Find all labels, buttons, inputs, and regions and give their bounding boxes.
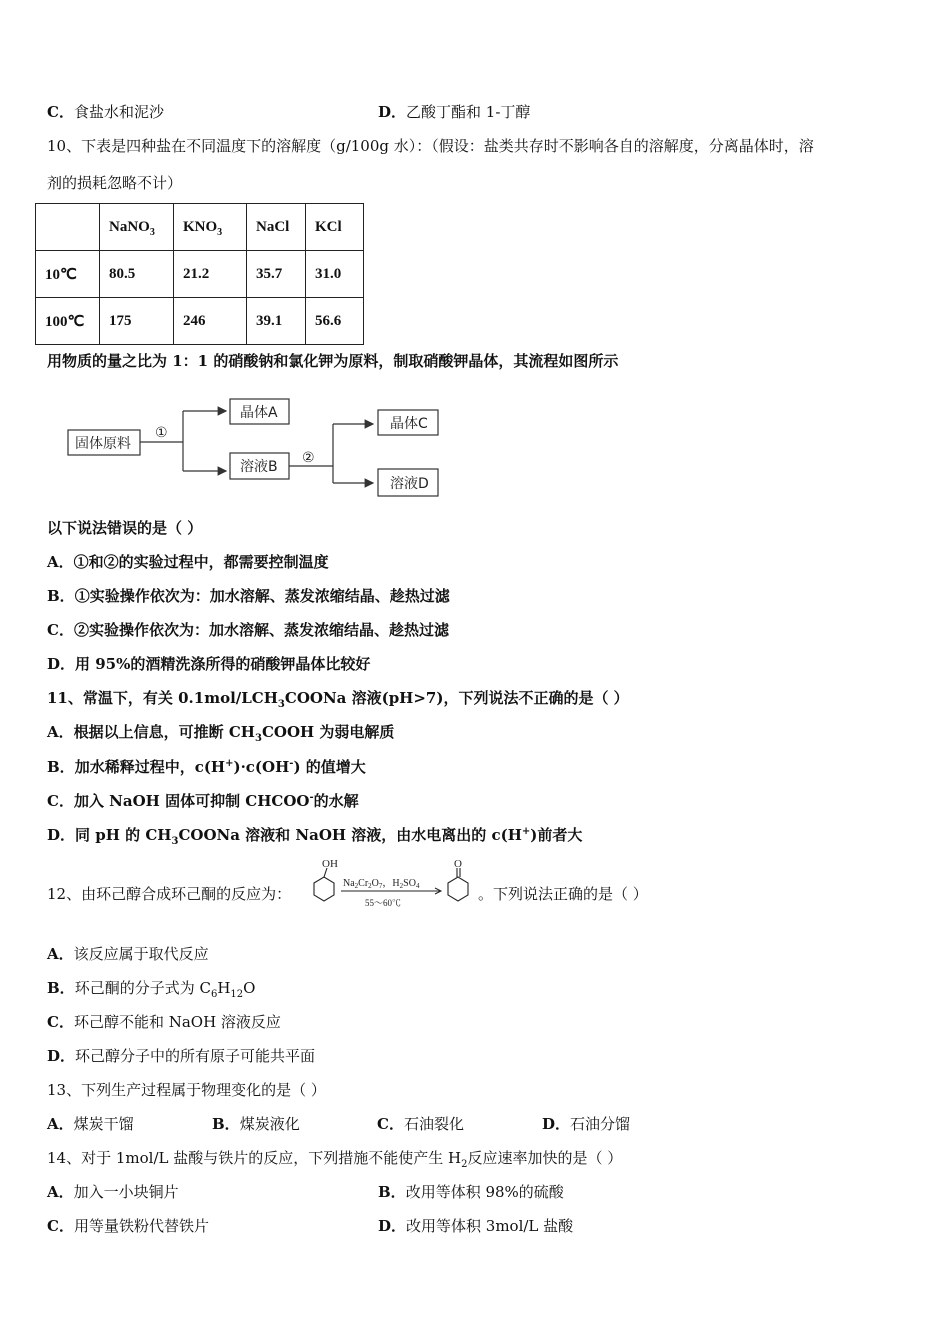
q12-stem-part1: 12、由环己醇合成环己酮的反应为： <box>47 885 292 903</box>
table-header-row <box>36 204 364 251</box>
solution-d-label: 溶液D <box>390 476 429 492</box>
table-cell: 56.6 <box>306 298 364 345</box>
q13-option-d: D．石油分馏 <box>542 1115 631 1133</box>
q10-intro: 用物质的量之比为 1：1 的硝酸钠和氯化钾为原料，制取硝酸钾晶体，其流程如图所示 <box>47 352 619 370</box>
table-cell: 175 <box>100 298 174 345</box>
table-header-cell: $KNO_3$ <box>174 204 247 251</box>
table-cell: 10℃ <box>36 251 100 298</box>
process-flow-diagram <box>60 392 460 502</box>
q10-question: 以下说法错误的是（ ） <box>47 519 203 537</box>
table-header-cell: NaNO$_3$ <box>100 204 174 251</box>
table-cell: 35.7 <box>247 251 306 298</box>
q11-option-d: D．同 pH 的 $CH_3COONa$ 溶液和 NaOH 溶液，由水电离出的 c(H+)前者大 <box>47 826 583 847</box>
q12-option-d: D．环己醇分子中的所有原子可能共平面 <box>47 1047 316 1065</box>
table-cell: 39.1 <box>247 298 306 345</box>
solution-b-label: 溶液B <box>240 459 278 475</box>
q12-option-c: C．环己醇不能和 NaOH 溶液反应 <box>47 1013 281 1031</box>
q10-stem-line2: 剂的损耗忽略不计） <box>47 174 183 192</box>
crystal-c-label: 晶体C <box>390 416 428 432</box>
condition-label: 55～60℃ <box>365 898 402 908</box>
o-label: O <box>454 858 462 870</box>
q11-option-a: A．根据以上信息，可推断 $CH_3COOH$ 为弱电解质 <box>47 723 395 744</box>
reagent-label: $Na_2Cr_2O_7$，$H_2SO_4$ <box>343 878 420 890</box>
oh-label: OH <box>322 858 338 870</box>
q11-stem: 11、常温下，有关 $0.1mol/LCH_3COONa$ 溶液(pH>7)，下列说法不正确的是（ ） <box>47 689 629 710</box>
q12-stem-part2: 。下列说法正确的是（ ） <box>478 885 648 903</box>
table-cell: 246 <box>174 298 247 345</box>
q10-option-a: A．①和②的实验过程中，都需要控制温度 <box>47 553 329 571</box>
raw-material-label: 固体原料 <box>75 436 131 452</box>
q14-option-a: A．加入一小块铜片 <box>47 1183 179 1201</box>
q11-option-b: B．加水稀释过程中，c(H+)·c(OH-) 的值增大 <box>47 758 366 776</box>
q12-option-b: B．环己酮的分子式为 $C_6H_{12}O$ <box>47 979 256 1000</box>
q10-stem-line1: 10、下表是四种盐在不同温度下的溶解度（g/100g 水）：（假设：盐类共存时不影响各自的溶解度，分离晶体时，溶 <box>47 137 814 155</box>
table-header-cell <box>36 204 100 251</box>
table-cell: 100℃ <box>36 298 100 345</box>
q14-option-b: B．改用等体积 98%的硫酸 <box>378 1183 564 1201</box>
step2-label: ② <box>302 450 315 466</box>
solubility-table <box>35 203 364 345</box>
table-header-cell: NaCl <box>247 204 306 251</box>
q14-stem: 14、对于 1mol/L 盐酸与铁片的反应，下列措施不能使产生 $H_2$反应速率加快的是（ ） <box>47 1149 623 1170</box>
q10-option-b: B．①实验操作依次为：加水溶解、蒸发浓缩结晶、趁热过滤 <box>47 587 450 605</box>
table-cell: 21.2 <box>174 251 247 298</box>
q9-option-d: D．乙酸丁酯和 1-丁醇 <box>378 103 531 121</box>
q13-option-b: B．煤炭液化 <box>212 1115 300 1133</box>
reaction-scheme <box>309 856 479 912</box>
cyclohexanone-structure <box>448 858 468 901</box>
q14-option-c: C．用等量铁粉代替铁片 <box>47 1217 209 1235</box>
q13-option-a: A．煤炭干馏 <box>47 1115 134 1133</box>
q9-option-c: C．食盐水和泥沙 <box>47 103 164 121</box>
table-row <box>36 251 364 298</box>
step1-label: ① <box>155 425 168 441</box>
table-cell: 31.0 <box>306 251 364 298</box>
cyclohexanol-structure <box>314 858 338 901</box>
q13-option-c: C．石油裂化 <box>377 1115 464 1133</box>
table-cell: 80.5 <box>100 251 174 298</box>
q10-option-d: D．用 95%的酒精洗涤所得的硝酸钾晶体比较好 <box>47 655 371 673</box>
q14-option-d: D．改用等体积 3mol/L 盐酸 <box>378 1217 574 1235</box>
table-row <box>36 298 364 345</box>
table-header-cell: KCl <box>306 204 364 251</box>
q13-stem: 13、下列生产过程属于物理变化的是（ ） <box>47 1081 326 1099</box>
q11-option-c: C．加入 NaOH 固体可抑制 CHCOO-的水解 <box>47 792 359 810</box>
q12-option-a: A．该反应属于取代反应 <box>47 945 209 963</box>
q10-option-c: C．②实验操作依次为：加水溶解、蒸发浓缩结晶、趁热过滤 <box>47 621 449 639</box>
crystal-a-label: 晶体A <box>240 405 278 421</box>
